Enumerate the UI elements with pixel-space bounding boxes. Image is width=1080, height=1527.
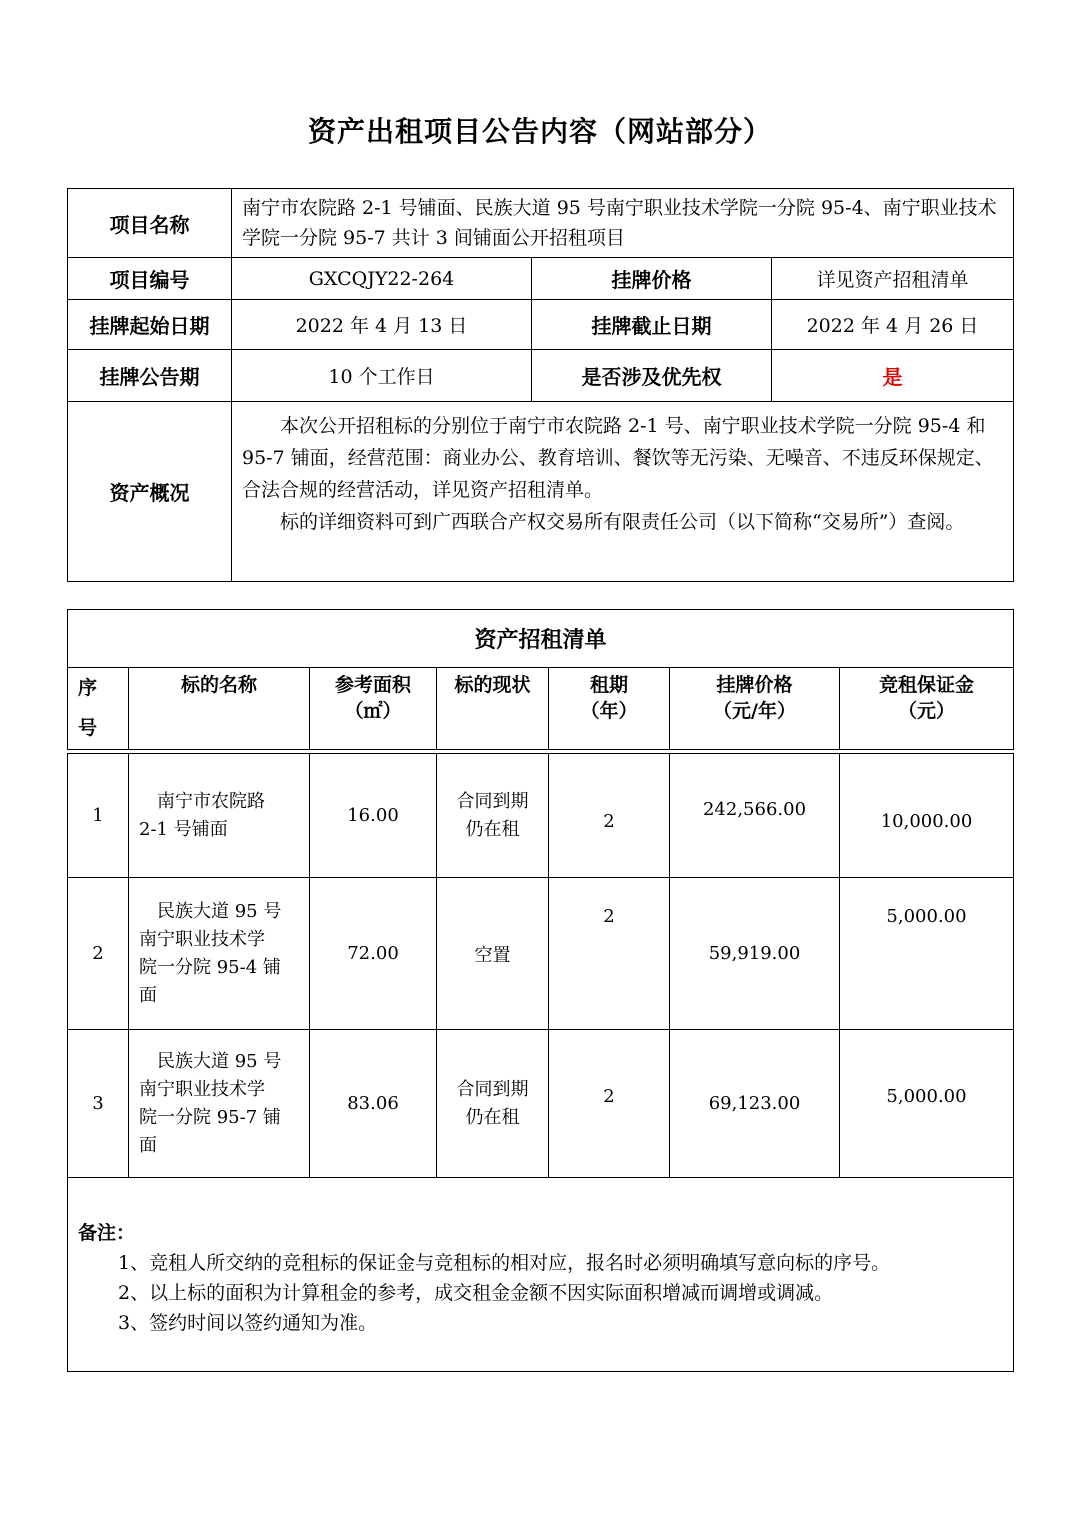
listing-title-row xyxy=(68,610,1014,668)
start-date-label: 挂牌起始日期 xyxy=(68,300,232,350)
priority-label: 是否涉及优先权 xyxy=(532,350,772,402)
note-item: 1、竞租人所交纳的竞租标的保证金与竞租标的相对应，报名时必须明确填写意向标的序号。 xyxy=(118,1252,891,1274)
row-status-line: 合同到期 xyxy=(456,1078,529,1100)
row-area: 83.06 xyxy=(310,1030,437,1178)
row-price: 59,919.00 xyxy=(670,878,840,1030)
header-price-line-1: 挂牌价格 xyxy=(716,674,793,696)
row-deposit: 5,000.00 xyxy=(840,878,1014,1030)
row-seq: 1 xyxy=(68,754,129,878)
project-name-row xyxy=(68,189,1014,258)
date-row xyxy=(68,300,1014,350)
row-status: 空置 xyxy=(437,878,549,1030)
period-label: 挂牌公告期 xyxy=(68,350,232,402)
row-name-line: 南宁职业技术学 xyxy=(139,1078,265,1100)
notes-row xyxy=(68,1178,1014,1372)
period-value: 10 个工作日 xyxy=(232,350,532,402)
project-code-label: 项目编号 xyxy=(68,258,232,300)
header-deposit xyxy=(840,668,1014,750)
row-term: 2 xyxy=(549,1030,670,1178)
header-name: 标的名称 xyxy=(129,668,310,750)
row-area: 72.00 xyxy=(310,878,437,1030)
header-area-line-2: （㎡） xyxy=(344,700,402,722)
table-row xyxy=(68,1030,1014,1178)
project-info-table xyxy=(67,188,1014,582)
row-seq: 3 xyxy=(68,1030,129,1178)
price-label: 挂牌价格 xyxy=(532,258,772,300)
row-status xyxy=(437,1030,549,1178)
header-term-line-2: （年） xyxy=(580,700,638,722)
overview-label: 资产概况 xyxy=(68,402,232,582)
header-deposit-line-2: （元） xyxy=(898,700,956,722)
row-area: 16.00 xyxy=(310,754,437,878)
note-item: 3、签约时间以签约通知为准。 xyxy=(118,1312,378,1334)
table-row xyxy=(68,754,1014,878)
row-term: 2 xyxy=(549,878,670,1030)
row-name-line: 面 xyxy=(139,984,157,1006)
row-name-line: 院一分院 95-7 铺 xyxy=(139,1106,281,1128)
notes-section xyxy=(68,1178,1014,1372)
row-status xyxy=(437,754,549,878)
end-date-value: 2022 年 4 月 26 日 xyxy=(772,300,1014,350)
row-name xyxy=(129,1030,310,1178)
row-deposit: 10,000.00 xyxy=(840,754,1014,878)
project-code-row xyxy=(68,258,1014,300)
row-name-line: 民族大道 95 号 xyxy=(157,900,282,922)
listing-title: 资产招租清单 xyxy=(68,610,1014,668)
start-date-value: 2022 年 4 月 13 日 xyxy=(232,300,532,350)
overview-text xyxy=(232,402,1014,582)
page-title: 资产出租项目公告内容（网站部分） xyxy=(307,115,772,148)
header-price xyxy=(670,668,840,750)
row-status-line: 仍在租 xyxy=(465,818,520,840)
period-row xyxy=(68,350,1014,402)
project-code-value: GXCQJY22-264 xyxy=(232,258,532,300)
header-area xyxy=(310,668,437,750)
header-deposit-line-1: 竞租保证金 xyxy=(879,674,975,696)
project-name-label: 项目名称 xyxy=(68,189,232,258)
asset-listing-table xyxy=(67,609,1014,1372)
overview-paragraph-2: 标的详细资料可到广西联合产权交易所有限责任公司（以下简称“交易所”）查阅。 xyxy=(280,511,965,533)
header-area-line-1: 参考面积 xyxy=(334,674,411,696)
row-seq: 2 xyxy=(68,878,129,1030)
note-item: 2、以上标的面积为计算租金的参考，成交租金金额不因实际面积增减而调增或调减。 xyxy=(118,1282,834,1304)
header-term-line-1: 租期 xyxy=(589,674,628,696)
row-deposit: 5,000.00 xyxy=(840,1030,1014,1178)
row-name-line: 民族大道 95 号 xyxy=(157,1050,282,1072)
project-name-value: 南宁市农院路 2-1 号铺面、民族大道 95 号南宁职业技术学院一分院 95-4、南宁职业技术学院一分院 95-7 共计 3 间铺面公开招租项目 xyxy=(232,189,1014,258)
row-name xyxy=(129,878,310,1030)
listing-header-row xyxy=(68,668,1014,750)
row-name xyxy=(129,754,310,878)
price-value: 详见资产招租清单 xyxy=(772,258,1014,300)
row-status-line: 仍在租 xyxy=(465,1106,520,1128)
overview-row xyxy=(68,402,1014,582)
notes-title: 备注： xyxy=(78,1222,136,1244)
row-name-line: 院一分院 95-4 铺 xyxy=(139,956,281,978)
row-price: 242,566.00 xyxy=(670,754,840,878)
priority-value: 是 xyxy=(772,350,1014,402)
row-price: 69,123.00 xyxy=(670,1030,840,1178)
header-price-line-2: （元/年） xyxy=(713,700,796,722)
table-row xyxy=(68,878,1014,1030)
header-status: 标的现状 xyxy=(437,668,549,750)
header-seq-line-1: 序 xyxy=(78,677,98,699)
row-term: 2 xyxy=(549,754,670,878)
header-seq-line-2: 号 xyxy=(78,717,98,739)
row-status-line: 合同到期 xyxy=(456,790,529,812)
overview-paragraph-1: 本次公开招租标的分别位于南宁市农院路 2-1 号、南宁职业技术学院一分院 95-4 和 95-7 铺面，经营范围：商业办公、教育培训、餐饮等无污染、无噪音、不违反环保规定、合法合规的经营活动，详见资产招租清单。 xyxy=(242,415,994,501)
header-term xyxy=(549,668,670,750)
row-name-line: 南宁职业技术学 xyxy=(139,928,265,950)
row-name-line: 面 xyxy=(139,1134,157,1156)
row-name-line: 南宁市农院路 xyxy=(157,790,265,812)
row-name-line: 2-1 号铺面 xyxy=(139,818,228,840)
header-seq xyxy=(68,668,129,750)
end-date-label: 挂牌截止日期 xyxy=(532,300,772,350)
